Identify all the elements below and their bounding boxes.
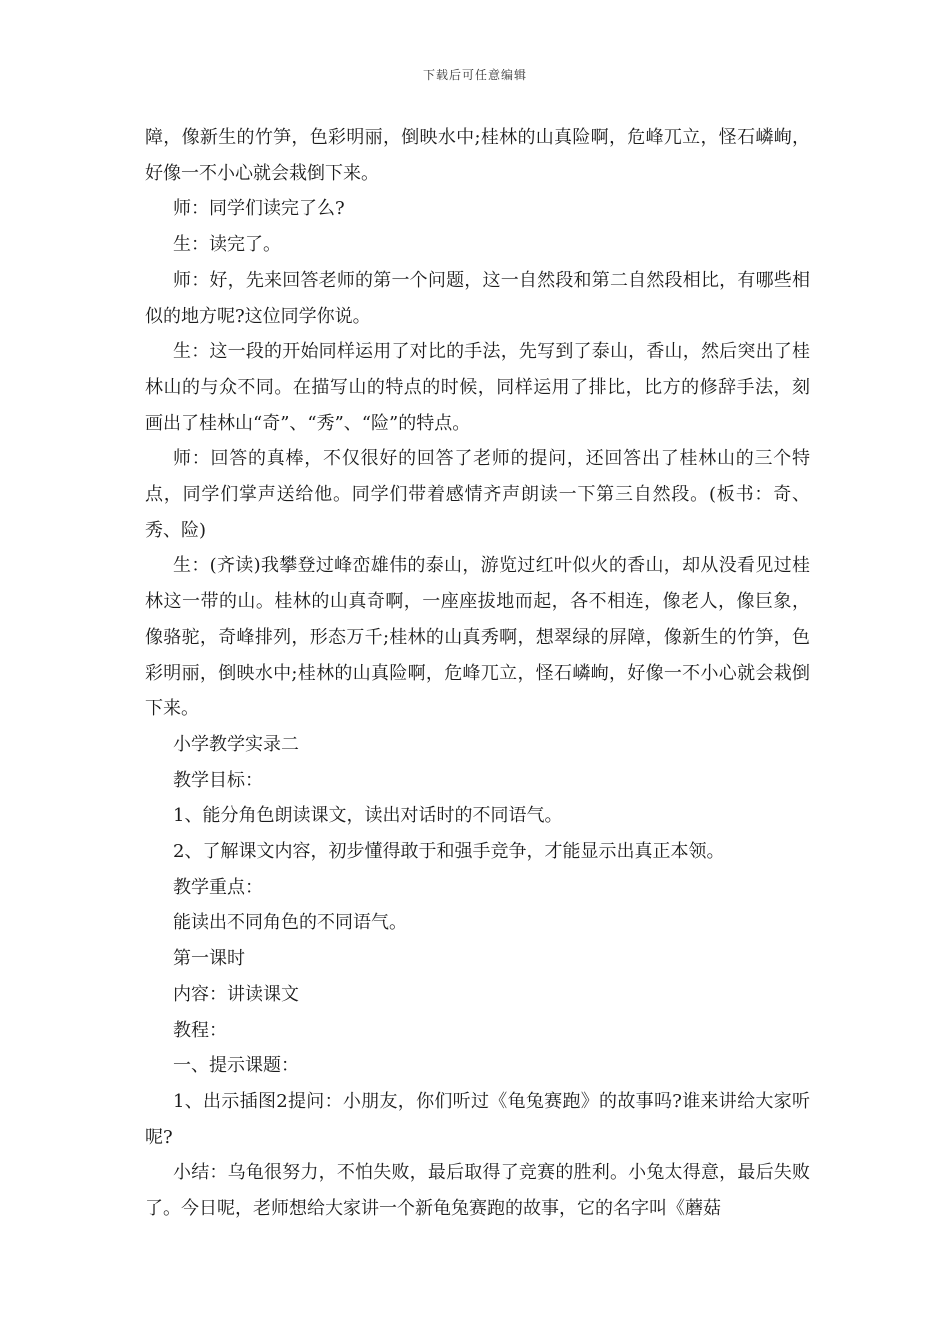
- heading-objectives: 教学目标：: [173, 769, 263, 791]
- paragraph: 生：(齐读)我攀登过峰峦雄伟的泰山，游览过红叶似火的香山，却从没看见过桂林这一带的山。桂林的山真奇啊，一座座拔地而起，各不相连，像老人，像巨象，像骆驼，奇峰排列，形态万千;桂林的山真秀啊，想翠绿的屏障，像新生的竹笋，色彩明丽，倒映水中;桂林的山真险啊，危峰兀立，怪石嶙峋，好像一不小心就会栽倒下来。: [145, 555, 810, 720]
- page-header: 下载后可任意编辑: [422, 68, 527, 82]
- list-item: 1、出示插图2提问：小朋友，你们听过《龟兔赛跑》的故事吗?谁来讲给大家听呢?: [145, 1090, 810, 1148]
- paragraph: 生：读完了。: [173, 234, 281, 256]
- paragraph: 小结：乌龟很努力，不怕失败，最后取得了竞赛的胜利。小兔太得意，最后失败了。今日呢，老师想给大家讲一个新龟兔赛跑的故事，它的名字叫《蘑菇: [145, 1162, 810, 1220]
- paragraph: 师：回答的真棒，不仅很好的回答了老师的提问，还回答出了桂林山的三个特点，同学们掌声送给他。同学们带着感情齐声朗读一下第三自然段。(板书：奇、秀、险): [145, 448, 810, 541]
- lesson-label: 第一课时: [173, 948, 245, 970]
- paragraph: 师：同学们读完了么?: [173, 198, 345, 220]
- heading-key-points: 教学重点：: [173, 876, 263, 898]
- section-title: 小学教学实录二: [173, 733, 299, 755]
- heading-procedure: 教程：: [173, 1019, 227, 1041]
- paragraph: 障，像新生的竹笋，色彩明丽，倒映水中;桂林的山真险啊，危峰兀立，怪石嶙峋，好像一不小心就会栽倒下来。: [145, 127, 810, 184]
- paragraph: 能读出不同角色的不同语气。: [173, 912, 407, 934]
- heading-step: 一、提示课题：: [173, 1055, 299, 1077]
- document-body: [145, 120, 810, 1227]
- paragraph: 内容：讲读课文: [173, 983, 299, 1005]
- list-item: 2、了解课文内容，初步懂得敢于和强手竞争，才能显示出真正本领。: [173, 841, 725, 863]
- paragraph: 师：好，先来回答老师的第一个问题，这一自然段和第二自然段相比，有哪些相似的地方呢?这位同学你说。: [145, 269, 810, 327]
- list-item: 1、能分角色朗读课文，读出对话时的不同语气。: [173, 805, 563, 827]
- paragraph: 生：这一段的开始同样运用了对比的手法，先写到了泰山，香山，然后突出了桂林山的与众不同。在描写山的特点的时候，同样运用了排比，比方的修辞手法，刻画出了桂林山“奇”、“秀”、“险”的特点。: [145, 341, 810, 434]
